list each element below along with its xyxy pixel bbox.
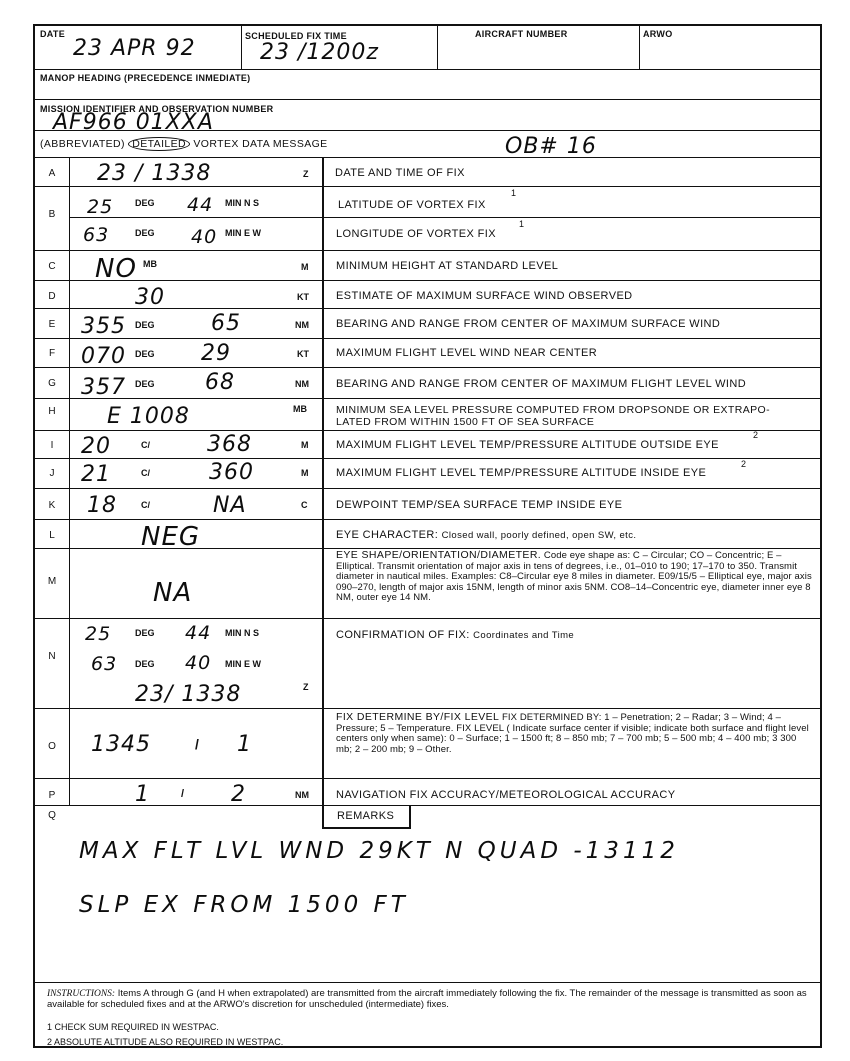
confirm-lat-minutes[interactable]: 44 bbox=[185, 622, 212, 644]
row-l-desc bbox=[336, 529, 636, 541]
eye-character-title: EYE CHARACTER: bbox=[336, 529, 439, 541]
celsius-label: C/ bbox=[141, 440, 150, 450]
row-l-value[interactable]: NEG bbox=[141, 522, 201, 552]
row-code: P bbox=[48, 790, 56, 801]
confirmation-title: CONFIRMATION OF FIX: bbox=[336, 629, 470, 641]
eye-character-hint: Closed wall, poorly defined, open SW, etc. bbox=[441, 530, 637, 541]
confirm-lat-degrees[interactable]: 25 bbox=[85, 623, 112, 645]
row-k-dewpoint[interactable]: 18 bbox=[87, 493, 117, 518]
longitude-desc: LONGITUDE OF VORTEX FIX bbox=[336, 228, 496, 240]
row-f-direction[interactable]: 070 bbox=[81, 344, 126, 369]
remarks-label: REMARKS bbox=[337, 810, 395, 822]
row-code: E bbox=[48, 319, 56, 330]
instructions-title: INSTRUCTIONS: bbox=[47, 989, 116, 999]
confirmation-hint: Coordinates and Time bbox=[473, 630, 575, 641]
row-m-desc bbox=[336, 550, 814, 604]
row-d-desc: ESTIMATE OF MAXIMUM SURFACE WIND OBSERVED bbox=[336, 290, 633, 302]
rule bbox=[35, 982, 820, 983]
row-j-altitude[interactable]: 360 bbox=[209, 460, 254, 485]
row-code: G bbox=[48, 378, 56, 389]
remark-line-1[interactable]: MAX FLT LVL WND 29KT N QUAD -13112 bbox=[79, 838, 679, 864]
rule bbox=[35, 618, 820, 619]
confirm-lon-degrees[interactable]: 63 bbox=[91, 653, 118, 675]
slash: / bbox=[181, 788, 185, 800]
vortex-data-form bbox=[33, 24, 822, 1048]
row-unit: C bbox=[301, 500, 308, 510]
row-m-value[interactable]: NA bbox=[153, 578, 193, 608]
remark-line-2[interactable]: SLP EX FROM 1500 FT bbox=[79, 892, 409, 918]
footnote-2: 2 ABSOLUTE ALTITUDE ALSO REQUIRED IN WESTPAC. bbox=[47, 1037, 284, 1047]
rule bbox=[35, 458, 820, 459]
row-h-desc-line1: MINIMUM SEA LEVEL PRESSURE COMPUTED FROM DROPSONDE OR EXTRAPO- bbox=[336, 404, 770, 416]
row-code: J bbox=[49, 468, 55, 479]
latitude-desc: LATITUDE OF VORTEX FIX bbox=[338, 199, 486, 211]
deg-label: DEG bbox=[135, 349, 155, 359]
rule bbox=[35, 69, 820, 70]
latitude-degrees[interactable]: 25 bbox=[87, 196, 114, 218]
celsius-label: C/ bbox=[141, 468, 150, 478]
row-j-desc: MAXIMUM FLIGHT LEVEL TEMP/PRESSURE ALTITUDE INSIDE EYE bbox=[336, 467, 707, 479]
row-k-sst[interactable]: NA bbox=[213, 493, 247, 518]
latitude-minutes[interactable]: 44 bbox=[187, 194, 214, 216]
row-code: M bbox=[47, 576, 57, 587]
min-ew-label: MIN E W bbox=[225, 228, 261, 238]
footnote-mark: 1 bbox=[519, 219, 525, 229]
row-unit: Z bbox=[303, 169, 309, 179]
manop-label: MANOP HEADING (PRECEDENCE INMEDIATE) bbox=[40, 73, 251, 83]
celsius-label: C/ bbox=[141, 500, 150, 510]
row-code: A bbox=[48, 168, 56, 179]
deg-label: DEG bbox=[135, 320, 155, 330]
row-unit: M bbox=[301, 440, 309, 450]
min-ns-label: MIN N S bbox=[225, 198, 260, 208]
rule bbox=[35, 398, 820, 399]
divider bbox=[241, 26, 242, 69]
rule bbox=[35, 99, 820, 100]
aircraft-label: AIRCRAFT NUMBER bbox=[475, 29, 568, 39]
deg-label: DEG bbox=[135, 228, 155, 238]
rule bbox=[35, 708, 822, 709]
instructions bbox=[47, 989, 812, 1010]
rule bbox=[35, 250, 820, 251]
mission-value[interactable]: AF966 01XXA bbox=[53, 110, 214, 135]
longitude-minutes[interactable]: 40 bbox=[191, 226, 218, 248]
row-unit: NM bbox=[295, 320, 309, 330]
footnote-mark: 2 bbox=[741, 459, 747, 469]
row-a-desc: DATE AND TIME OF FIX bbox=[335, 167, 465, 179]
row-g-range[interactable]: 68 bbox=[205, 370, 235, 395]
row-g-desc: BEARING AND RANGE FROM CENTER OF MAXIMUM FLIGHT LEVEL WIND bbox=[336, 378, 747, 390]
row-code: H bbox=[48, 406, 56, 417]
row-unit: KT bbox=[297, 349, 309, 359]
row-code: L bbox=[49, 530, 55, 541]
row-n-desc bbox=[336, 629, 574, 641]
row-g-bearing[interactable]: 357 bbox=[81, 375, 126, 400]
detailed-circled-text: DETAILED bbox=[128, 137, 190, 151]
confirm-time[interactable]: 23/ 1338 bbox=[135, 682, 242, 707]
row-o-desc bbox=[336, 712, 814, 755]
rule bbox=[35, 186, 820, 187]
row-unit: M bbox=[301, 468, 309, 478]
eye-shape-hint: Code eye shape as: C – Circular; CO – Concentric; E – Elliptical. Transmit orientation of major axis in tens of degrees, i.e., 01–010 to 190; 17–170 to 350. Transmit diameter in nautical miles. Examples: C8–Circular eye 8 miles in diameter. E09/15/5 – Elliptical eye, major axis 090–270, length of major axis 15NM, length of minor axis 5NM. CO8–14–Concentric eye, diameter inner eye 8 NM, outer eye 14 NM. bbox=[336, 550, 812, 603]
rule bbox=[69, 217, 820, 218]
row-i-temp[interactable]: 20 bbox=[81, 434, 111, 459]
rule bbox=[35, 367, 820, 368]
rule bbox=[35, 488, 820, 489]
rule bbox=[35, 280, 820, 281]
slash: / bbox=[195, 736, 199, 752]
row-i-altitude[interactable]: 368 bbox=[207, 432, 252, 457]
row-code: F bbox=[48, 348, 56, 359]
rule bbox=[35, 519, 820, 520]
footnote-mark: 2 bbox=[753, 430, 759, 440]
row-unit: M bbox=[301, 262, 309, 272]
row-i-desc: MAXIMUM FLIGHT LEVEL TEMP/PRESSURE ALTITUDE OUTSIDE EYE bbox=[336, 439, 719, 451]
fix-determine-title: FIX DETERMINE BY/FIX LEVEL bbox=[336, 711, 500, 723]
row-d-value[interactable]: 30 bbox=[135, 285, 165, 310]
abbreviated-text: (ABBREVIATED) bbox=[40, 138, 125, 150]
rule bbox=[35, 805, 820, 806]
met-accuracy[interactable]: 2 bbox=[231, 782, 246, 807]
row-code: I bbox=[50, 440, 54, 451]
row-unit: KT bbox=[297, 292, 309, 302]
nav-accuracy[interactable]: 1 bbox=[135, 782, 150, 807]
rule bbox=[35, 778, 820, 779]
row-h-value[interactable]: E 1008 bbox=[107, 404, 190, 429]
row-f-desc: MAXIMUM FLIGHT LEVEL WIND NEAR CENTER bbox=[336, 347, 598, 359]
row-unit: NM bbox=[295, 379, 309, 389]
rule bbox=[35, 130, 820, 131]
row-code: D bbox=[48, 291, 56, 302]
row-unit: NM bbox=[295, 790, 309, 800]
deg-label: DEG bbox=[135, 659, 155, 669]
vortex-message-text: VORTEX DATA MESSAGE bbox=[193, 138, 328, 150]
fix-determine-hint: FIX DETERMINED BY: 1 – Penetration; 2 – Radar; 3 – Wind; 4 – Pressure; 5 – Temperature. FIX LEVEL ( Indicate surface center if visible; indicate both surface and flight level centers only when same): 0 – Surface; 1 – 1500 ft; 8 – 850 mb; 7 – 700 mb; 5 – 500 mb; 4 – 400 mb; 3 300 mb; 2 – 200 mb; 9 – Other. bbox=[336, 712, 809, 755]
min-ns-label: MIN N S bbox=[225, 628, 260, 638]
longitude-degrees[interactable]: 63 bbox=[83, 224, 110, 246]
deg-label: DEG bbox=[135, 628, 155, 638]
mb-label: MB bbox=[143, 259, 157, 269]
arwo-label: ARWO bbox=[643, 29, 673, 39]
fix-determined-by[interactable]: 1345 bbox=[91, 732, 151, 757]
row-code: O bbox=[48, 741, 56, 752]
row-e-range[interactable]: 65 bbox=[211, 311, 241, 336]
row-p-desc: NAVIGATION FIX ACCURACY/METEOROLOGICAL ACCURACY bbox=[336, 789, 676, 801]
eye-shape-title: EYE SHAPE/ORIENTATION/DIAMETER. bbox=[336, 549, 542, 561]
row-j-temp[interactable]: 21 bbox=[81, 462, 111, 487]
row-code: C bbox=[48, 261, 56, 272]
mission-label: MISSION IDENTIFIER AND OBSERVATION NUMBER bbox=[40, 104, 274, 114]
row-unit: MB bbox=[293, 404, 307, 414]
instructions-text: Items A through G (and H when extrapolated) are transmitted from the aircraft immediately following the fix. The remainder of the message is transmitted as soon as available for scheduled fixes and at the ARWO's discretion for unscheduled (intermediate) fixes. bbox=[47, 988, 807, 1010]
footnote-1: 1 CHECK SUM REQUIRED IN WESTPAC. bbox=[47, 1022, 219, 1032]
fix-time-label: SCHEDULED FIX TIME bbox=[245, 31, 347, 41]
row-k-desc: DEWPOINT TEMP/SEA SURFACE TEMP INSIDE EYE bbox=[336, 499, 623, 511]
message-type-label bbox=[40, 138, 328, 150]
remarks-box bbox=[322, 805, 411, 829]
date-label: DATE bbox=[40, 29, 66, 39]
min-ew-label: MIN E W bbox=[225, 659, 261, 669]
row-e-desc: BEARING AND RANGE FROM CENTER OF MAXIMUM SURFACE WIND bbox=[336, 318, 721, 330]
rule bbox=[35, 157, 820, 158]
row-e-bearing[interactable]: 355 bbox=[81, 314, 126, 339]
fix-time-value[interactable]: 23 /1200z bbox=[260, 40, 379, 65]
row-h-desc-line2: LATED FROM WITHIN 1500 FT OF SEA SURFACE bbox=[336, 416, 595, 428]
rule bbox=[35, 430, 820, 431]
rule bbox=[35, 338, 820, 339]
divider bbox=[639, 26, 640, 69]
divider bbox=[437, 26, 438, 69]
rule bbox=[35, 308, 820, 309]
date-value[interactable]: 23 APR 92 bbox=[73, 36, 196, 61]
row-code: K bbox=[48, 500, 56, 511]
row-c-value[interactable]: NO bbox=[95, 254, 137, 284]
fix-level[interactable]: 1 bbox=[237, 732, 252, 757]
row-code: N bbox=[48, 651, 56, 662]
value-desc-divider bbox=[322, 157, 324, 829]
row-code: B bbox=[48, 209, 56, 220]
row-unit: Z bbox=[303, 682, 309, 692]
row-f-speed[interactable]: 29 bbox=[201, 341, 231, 366]
confirm-lon-minutes[interactable]: 40 bbox=[185, 652, 212, 674]
row-code: Q bbox=[48, 810, 56, 821]
deg-label: DEG bbox=[135, 379, 155, 389]
row-a-value[interactable]: 23 / 1338 bbox=[97, 161, 212, 186]
deg-label: DEG bbox=[135, 198, 155, 208]
ob-number[interactable]: OB# 16 bbox=[505, 134, 597, 159]
footnote-mark: 1 bbox=[511, 188, 517, 198]
row-c-desc: MINIMUM HEIGHT AT STANDARD LEVEL bbox=[336, 260, 559, 272]
